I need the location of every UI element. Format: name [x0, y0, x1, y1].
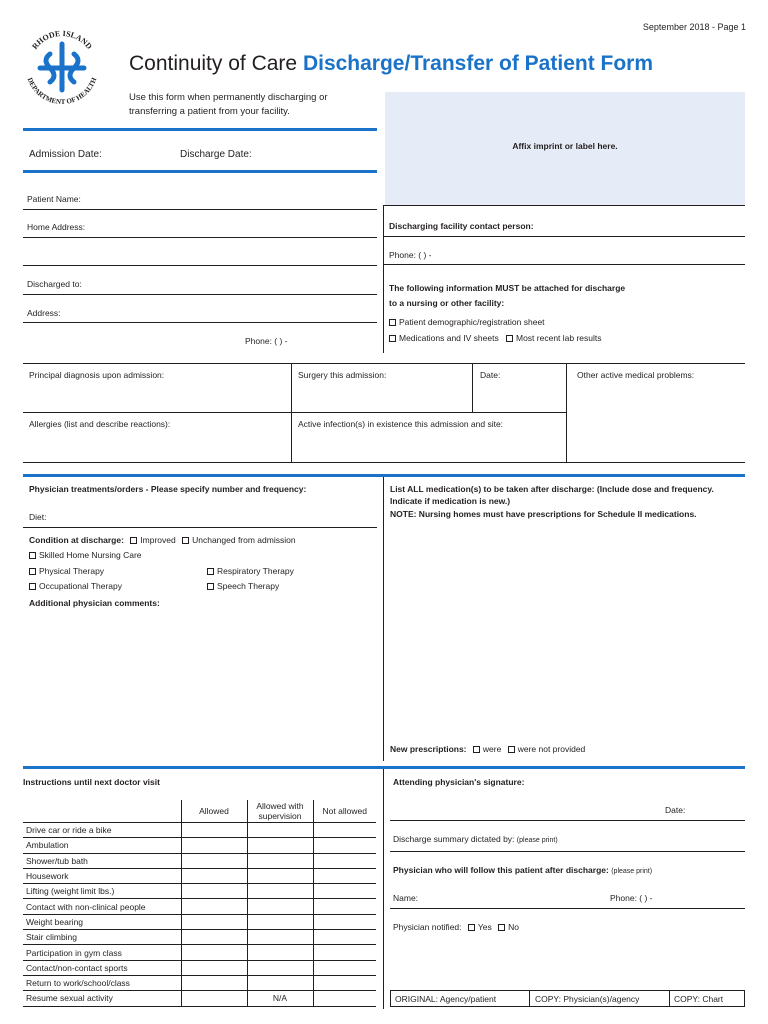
new-prescriptions-row [390, 744, 585, 754]
condition-label: Condition at discharge: [29, 535, 124, 545]
supervision-cell[interactable] [247, 975, 313, 990]
checkbox-icon [506, 335, 513, 342]
treatments-heading: Physician treatments/orders - Please specify number and frequency: [29, 484, 307, 494]
copy-distribution [390, 990, 745, 1007]
physician-notified-row [393, 922, 519, 932]
intro-line-1: Use this form when permanently discharging or [129, 92, 328, 103]
supervision-cell[interactable] [247, 823, 313, 838]
supervision-cell[interactable] [247, 838, 313, 853]
not-allowed-cell[interactable] [313, 853, 376, 868]
lab-results-checkbox[interactable] [506, 333, 602, 343]
label-box-text: Affix imprint or label here. [512, 141, 618, 151]
medications-line-1: List ALL medication(s) to be taken after discharge: (Include dose and frequency. [390, 484, 714, 494]
discharged-to-field[interactable]: Discharged to: [27, 279, 82, 289]
follow-physician-name-field[interactable]: Name: [393, 893, 419, 903]
not-allowed-cell[interactable] [313, 991, 376, 1006]
checkbox-icon [468, 924, 475, 931]
condition-row [29, 535, 296, 545]
follow-physician-phone-field[interactable]: Phone: ( ) - [610, 893, 653, 903]
were-not-checkbox[interactable] [508, 744, 586, 754]
principal-diagnosis-field[interactable]: Principal diagnosis upon admission: [29, 370, 165, 380]
checkbox-icon [389, 335, 396, 342]
unchanged-label: Unchanged from admission [192, 535, 296, 545]
not-allowed-cell[interactable] [313, 930, 376, 945]
improved-label: Improved [140, 535, 176, 545]
table-row [23, 899, 376, 914]
title-bold: Discharge/Transfer of Patient Form [302, 52, 654, 75]
intro-text [129, 91, 328, 118]
allowed-cell[interactable] [181, 930, 247, 945]
infections-field[interactable]: Active infection(s) in existence this admission and site: [298, 419, 504, 429]
table-row [23, 945, 376, 960]
home-address-field[interactable]: Home Address: [27, 222, 86, 232]
not-allowed-cell[interactable] [313, 975, 376, 990]
activity-label: Stair climbing [23, 930, 181, 945]
respiratory-therapy-checkbox[interactable] [207, 566, 294, 576]
improved-checkbox[interactable] [130, 535, 175, 545]
supervision-cell[interactable] [247, 899, 313, 914]
new-rx-label: New prescriptions: [390, 744, 467, 754]
physical-therapy-checkbox[interactable] [29, 566, 104, 576]
skilled-label: Skilled Home Nursing Care [39, 550, 142, 560]
st-label: Speech Therapy [217, 581, 280, 591]
activity-label: Resume sexual activity [23, 991, 181, 1006]
seal-top-text: RHODE ISLAND [30, 28, 94, 51]
notified-yes-checkbox[interactable] [468, 922, 492, 932]
were-checkbox[interactable] [473, 744, 501, 754]
dictated-by-field[interactable] [393, 834, 558, 844]
patient-name-field[interactable]: Patient Name: [27, 194, 81, 204]
attach-line-1: The following information MUST be attached for discharge [389, 283, 626, 293]
facility-contact-field[interactable]: Discharging facility contact person: [389, 221, 534, 231]
intro-line-2: transferring a patient from your facility. [129, 105, 290, 117]
allowed-cell[interactable] [181, 838, 247, 853]
not-allowed-cell[interactable] [313, 868, 376, 883]
address-field[interactable]: Address: [27, 308, 61, 318]
health-department-seal [16, 22, 108, 114]
not-allowed-cell[interactable] [313, 960, 376, 975]
table-row [23, 838, 376, 853]
follow-label: Physician who will follow this patient after discharge: [393, 865, 609, 875]
allergies-field[interactable]: Allergies (list and describe reactions): [29, 419, 171, 429]
supervision-cell[interactable] [247, 884, 313, 899]
checkbox-icon [182, 537, 189, 544]
checkbox-icon [29, 552, 36, 559]
dictated-label: Discharge summary dictated by: [393, 834, 515, 844]
activity-label: Housework [23, 868, 181, 883]
not-allowed-cell[interactable] [313, 899, 376, 914]
supervision-cell[interactable] [247, 853, 313, 868]
activity-label: Weight bearing [23, 914, 181, 929]
medications-note: NOTE: Nursing homes must have prescriptions for Schedule II medications. [390, 509, 697, 519]
checkbox-icon [207, 568, 214, 575]
facility-phone-field[interactable]: Phone: ( ) - [389, 250, 432, 260]
activity-label: Drive car or ride a bike [23, 823, 181, 838]
activity-label: Shower/tub bath [23, 853, 181, 868]
attach-line-2: to a nursing or other facility: [389, 298, 505, 308]
allowed-cell[interactable] [181, 991, 247, 1006]
col-not-allowed: Not allowed [313, 800, 376, 823]
checkbox-icon [130, 537, 137, 544]
ot-label: Occupational Therapy [39, 581, 123, 591]
no-label: No [508, 922, 520, 932]
supervision-cell[interactable] [247, 960, 313, 975]
not-allowed-cell[interactable] [313, 823, 376, 838]
discharge-date-label[interactable]: Discharge Date: [180, 149, 252, 160]
form-title [129, 52, 653, 76]
occupational-therapy-checkbox[interactable] [29, 581, 122, 591]
notified-no-checkbox[interactable] [498, 922, 519, 932]
table-row [23, 960, 376, 975]
pt-label: Physical Therapy [39, 566, 105, 576]
allowed-cell[interactable] [181, 975, 247, 990]
signature-date-field[interactable]: Date: [665, 805, 686, 815]
copy-physician: COPY: Physician(s)/agency [535, 994, 640, 1004]
patient-phone-field[interactable]: Phone: ( ) - [245, 336, 288, 346]
page-info: September 2018 - Page 1 [642, 22, 746, 32]
supervision-cell[interactable]: N/A [247, 991, 313, 1006]
checkbox-icon [29, 583, 36, 590]
speech-therapy-checkbox[interactable] [207, 581, 279, 591]
activity-label: Contact with non-clinical people [23, 899, 181, 914]
checkbox-icon [473, 746, 480, 753]
allowed-cell[interactable] [181, 853, 247, 868]
copy-chart: COPY: Chart [674, 994, 724, 1004]
yes-label: Yes [477, 922, 492, 932]
col-supervision: Allowed with supervision [247, 800, 313, 823]
supervision-cell[interactable] [247, 930, 313, 945]
allowed-cell[interactable] [181, 868, 247, 883]
table-row [23, 853, 376, 868]
allowed-cell[interactable] [181, 884, 247, 899]
not-allowed-cell[interactable] [313, 914, 376, 929]
label-box [385, 92, 745, 205]
checkbox-icon [498, 924, 505, 931]
attending-signature-field[interactable]: Attending physician's signature: [393, 777, 525, 787]
title-plain: Continuity of Care [129, 52, 298, 75]
diet-field[interactable]: Diet: [29, 512, 47, 522]
seal-side-text: DEPARTMENT OF HEALTH [25, 76, 99, 107]
table-row [23, 930, 376, 945]
follow-physician-heading [393, 865, 652, 875]
table-row [23, 884, 376, 899]
not-allowed-cell[interactable] [313, 838, 376, 853]
skilled-nursing-checkbox[interactable] [29, 550, 142, 560]
activity-label: Participation in gym class [23, 945, 181, 960]
activity-label: Ambulation [23, 838, 181, 853]
lab-results-label: Most recent lab results [516, 333, 602, 343]
not-allowed-cell[interactable] [313, 884, 376, 899]
activity-label: Return to work/school/class [23, 975, 181, 990]
checkbox-icon [389, 319, 396, 326]
admission-date-label[interactable]: Admission Date: [29, 149, 102, 160]
supervision-cell[interactable] [247, 945, 313, 960]
allowed-cell[interactable] [181, 823, 247, 838]
medications-line-2: Indicate if medication is new.) [390, 496, 511, 506]
checkbox-icon [207, 583, 214, 590]
medications-label: Medications and IV sheets [399, 333, 499, 343]
col-allowed: Allowed [181, 800, 247, 823]
allowed-cell[interactable] [181, 945, 247, 960]
demographic-checkbox[interactable] [389, 317, 545, 327]
instructions-heading: Instructions until next doctor visit [23, 777, 160, 787]
checkbox-icon [29, 568, 36, 575]
activity-label: Lifting (weight limit lbs.) [23, 884, 181, 899]
surgery-field[interactable]: Surgery this admission: [298, 370, 387, 380]
not-allowed-cell[interactable] [313, 945, 376, 960]
were-not-label: were not provided [517, 744, 586, 754]
activity-label: Contact/non-contact sports [23, 960, 181, 975]
unchanged-checkbox[interactable] [182, 535, 295, 545]
please-print-note: (please print) [611, 868, 653, 875]
table-row [23, 868, 376, 883]
medications-checkbox[interactable] [389, 333, 499, 343]
table-row [23, 975, 376, 990]
allowed-cell[interactable] [181, 914, 247, 929]
instructions-table [23, 800, 376, 1007]
demographic-label: Patient demographic/registration sheet [399, 317, 545, 327]
surgery-date-field[interactable]: Date: [480, 370, 501, 380]
were-label: were [482, 744, 502, 754]
allowed-cell[interactable] [181, 899, 247, 914]
table-row [23, 991, 376, 1006]
additional-comments-field[interactable]: Additional physician comments: [29, 598, 160, 608]
checkbox-icon [508, 746, 515, 753]
table-row [23, 914, 376, 929]
please-print-note: (please print) [516, 837, 558, 844]
notified-label: Physician notified: [393, 922, 462, 932]
rt-label: Respiratory Therapy [217, 566, 294, 576]
allowed-cell[interactable] [181, 960, 247, 975]
supervision-cell[interactable] [247, 914, 313, 929]
other-problems-field[interactable]: Other active medical problems: [577, 370, 695, 380]
table-row [23, 823, 376, 838]
copy-original: ORIGINAL: Agency/patient [395, 994, 497, 1004]
supervision-cell[interactable] [247, 868, 313, 883]
